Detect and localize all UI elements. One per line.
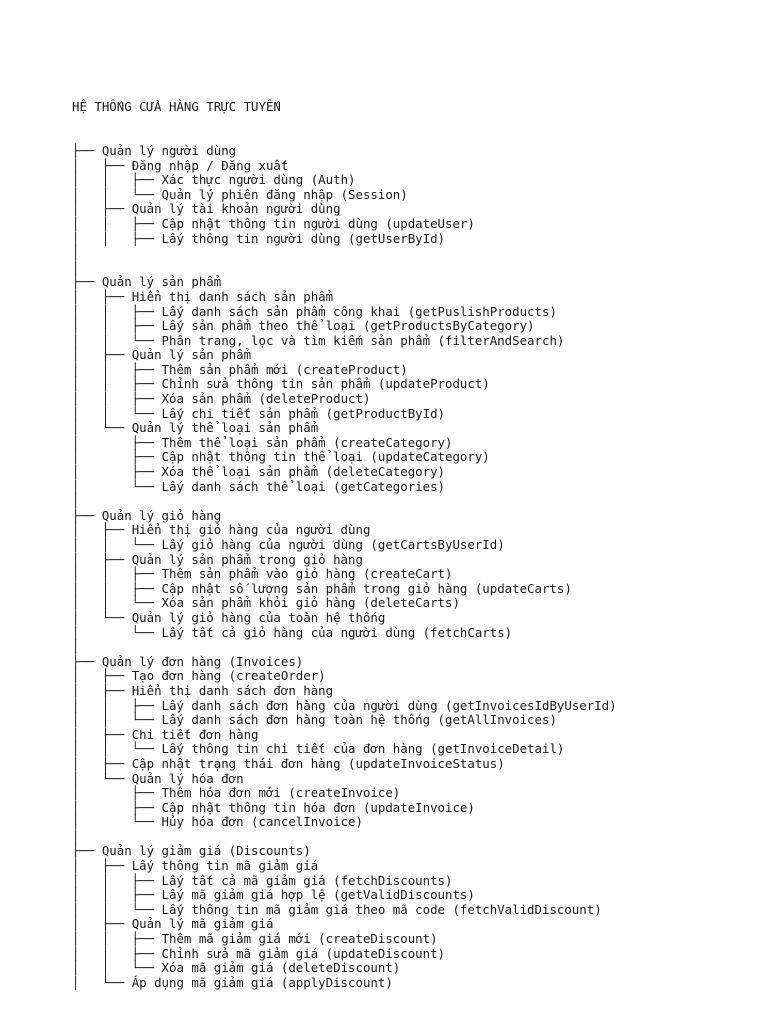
tree-line	[72, 538, 617, 553]
tree-line	[72, 436, 617, 451]
tree-line	[72, 450, 617, 465]
tree-line	[72, 757, 617, 772]
tree-node-label: Lấy thông tin chi tiết của đơn hàng (getInvoiceDetail)	[161, 741, 565, 757]
tree-branch-connector: │ │ ├──	[72, 172, 162, 188]
tree-branch-connector: │ ├──	[72, 347, 132, 363]
tree-branch-connector: │ ├──	[72, 449, 162, 465]
tree-branch-connector: │ │ ├──	[72, 566, 162, 582]
tree-branch-connector: │ └──	[72, 478, 162, 494]
tree-line	[72, 290, 617, 305]
tree-line	[72, 144, 617, 159]
tree-branch-connector: │ ├──	[72, 434, 162, 450]
tree-node-label: Cập nhật trạng thái đơn hàng (updateInvoiceStatus)	[131, 755, 505, 771]
tree-branch-connector: ├──	[72, 653, 102, 669]
tree-node-label: Quản lý giỏ hàng của toàn hệ thống	[131, 609, 386, 625]
tree-node-label: Hiển thị danh sách sản phẩm	[131, 288, 334, 304]
tree-line	[72, 246, 617, 261]
tree-root-title	[72, 100, 617, 115]
tree-line	[72, 465, 617, 480]
tree-line	[72, 275, 617, 290]
tree-line	[72, 582, 617, 597]
tree-line	[72, 407, 617, 422]
tree-branch-connector: │ ├──	[72, 726, 132, 742]
tree-line	[72, 917, 617, 932]
tree-branch-connector: │ ├──	[72, 201, 132, 217]
tree-line	[72, 669, 617, 684]
tree-line	[72, 742, 617, 757]
tree-branch-connector: │	[72, 245, 80, 261]
tree-node-label: Thêm mã giảm giá mới (createDiscount)	[161, 931, 438, 947]
tree-branch-connector: ├──	[72, 142, 102, 158]
tree-node-label: Lấy giỏ hàng của người dùng (getCartsByUserId)	[161, 537, 505, 552]
tree-node-label: Lấy tất cả giỏ hàng của người dùng (fetchCarts)	[161, 624, 513, 640]
tree-branch-connector: │ │ └──	[72, 960, 162, 976]
tree-line	[72, 217, 617, 232]
tree-line	[72, 815, 617, 830]
tree-branch-connector: │ │ ├──	[72, 931, 162, 947]
tree-node-label: Xóa mã giảm giá (deleteDiscount)	[161, 960, 401, 976]
tree-branch-connector: │ └──	[72, 974, 132, 990]
tree-branch-connector: │ │ ├──	[72, 230, 162, 246]
feature-tree	[72, 71, 617, 990]
tree-node-label: Lấy tất cả mã giảm giá (fetchDiscounts)	[161, 872, 453, 888]
tree-node-label: Quản lý sản phẩm	[101, 274, 222, 290]
tree-line	[72, 626, 617, 641]
tree-branch-connector: ├──	[72, 507, 102, 523]
tree-branch-connector: │ ├──	[72, 916, 132, 932]
tree-node-label: Đăng nhập / Đăng xuất	[131, 157, 289, 173]
tree-node-label: Chỉnh sửa thông tin sản phẩm (updateProduct)	[161, 376, 490, 392]
tree-branch-connector: ├──	[72, 274, 102, 290]
tree-branch-connector: │ ├──	[72, 522, 132, 538]
tree-node-label: Tạo đơn hàng (createOrder)	[131, 668, 326, 684]
tree-line	[72, 173, 617, 188]
tree-line	[72, 509, 617, 524]
tree-node-label: Quản lý sản phẩm	[131, 347, 252, 363]
tree-branch-connector: │ └──	[72, 609, 132, 625]
tree-branch-connector: │ │ └──	[72, 741, 162, 757]
tree-branch-connector: │ │ ├──	[72, 303, 162, 319]
tree-branch-connector: │ └──	[72, 814, 162, 830]
tree-branch-connector: │ ├──	[72, 858, 132, 874]
tree-node-label: Lấy thông tin mã giảm giá	[131, 858, 319, 874]
tree-node-label: Lấy thông tin mã giảm giá theo mã code (fetchValidDiscount)	[161, 901, 602, 917]
tree-branch-connector: │ │ └──	[72, 595, 162, 611]
tree-node-label: Quản lý giỏ hàng	[101, 507, 222, 523]
tree-line	[72, 903, 617, 918]
tree-node-label: Xóa thể loại sản phẩm (deleteCategory)	[161, 464, 446, 480]
tree-line	[72, 553, 617, 568]
tree-line	[72, 480, 617, 495]
tree-node-label: Lấy danh sách đơn hàng của người dùng (getInvoicesIdByUserId)	[161, 697, 617, 713]
tree-line	[72, 159, 617, 174]
tree-branch-connector: │ │ ├──	[72, 376, 162, 392]
tree-line	[72, 830, 617, 845]
tree-line	[72, 392, 617, 407]
tree-line	[72, 232, 617, 247]
tree-line	[72, 334, 617, 349]
tree-branch-connector: │ │ ├──	[72, 318, 162, 334]
tree-node-label: Quản lý giảm giá (Discounts)	[101, 843, 311, 859]
tree-line	[72, 494, 617, 509]
tree-branch-connector: │ ├──	[72, 799, 162, 815]
tree-branch-connector: │ └──	[72, 624, 162, 640]
tree-branch-connector: │ │ ├──	[72, 697, 162, 713]
tree-node-label: Xóa sản phẩm khỏi giỏ hàng (deleteCarts)	[161, 595, 460, 611]
tree-line	[72, 961, 617, 976]
tree-line	[72, 611, 617, 626]
tree-branch-connector: │	[72, 493, 80, 509]
tree-node-label: Lấy chi tiết sản phẩm (getProductById)	[161, 405, 446, 421]
tree-node-label: Lấy danh sách đơn hàng toàn hệ thống (getAllInvoices)	[161, 712, 557, 728]
tree-node-label: Thêm hóa đơn mới (createInvoice)	[161, 785, 401, 801]
tree-line	[72, 888, 617, 903]
tree-branch-connector: │	[72, 259, 80, 275]
tree-line	[72, 932, 617, 947]
tree-node-label: Quản lý sản phẩm trong giỏ hàng	[131, 551, 363, 567]
tree-branch-connector: │ │ ├──	[72, 361, 162, 377]
tree-line	[72, 728, 617, 743]
tree-node-label: Quản lý đơn hàng (Invoices)	[101, 653, 304, 669]
tree-node-label: Hủy hóa đơn (cancelInvoice)	[161, 814, 363, 830]
tree-node-label: Hiển thị danh sách đơn hàng	[131, 682, 334, 698]
tree-node-label: Xác thực người dùng (Auth)	[161, 172, 356, 188]
tree-line	[72, 699, 617, 714]
tree-line	[72, 363, 617, 378]
tree-node-label: Quản lý người dùng	[101, 142, 237, 158]
tree-node-label: Quản lý thể loại sản phẩm	[131, 420, 319, 436]
tree-branch-connector: │ │ └──	[72, 901, 162, 917]
tree-node-label: Lấy thông tin người dùng (getUserById)	[161, 230, 446, 246]
tree-line	[72, 844, 617, 859]
tree-line	[72, 801, 617, 816]
tree-node-label: Cập nhật thông tin hóa đơn (updateInvoice)	[161, 799, 475, 815]
tree-node-label: Thêm sản phẩm mới (createProduct)	[161, 361, 408, 377]
tree-line	[72, 261, 617, 276]
tree-line	[72, 319, 617, 334]
tree-line	[72, 348, 617, 363]
tree-line	[72, 567, 617, 582]
tree-node-label: Hiển thị giỏ hàng của người dùng	[131, 522, 371, 538]
tree-line	[72, 976, 617, 991]
tree-line	[72, 377, 617, 392]
tree-node-label: Lấy danh sách thể loại (getCategories)	[161, 478, 446, 494]
tree-branch-connector: │ │ └──	[72, 186, 162, 202]
tree-branch-connector: │ │ ├──	[72, 391, 162, 407]
tree-node-label: Xóa sản phẩm (deleteProduct)	[161, 391, 371, 407]
tree-line	[72, 874, 617, 889]
tree-line	[72, 596, 617, 611]
tree-branch-connector: │ │ ├──	[72, 887, 162, 903]
tree-node-label: Lấy mã giảm giá hợp lệ (getValidDiscounts)	[161, 887, 475, 903]
tree-line	[72, 305, 617, 320]
tree-line	[72, 947, 617, 962]
tree-line	[72, 523, 617, 538]
tree-line	[72, 202, 617, 217]
tree-branch-connector: │ ├──	[72, 288, 132, 304]
tree-branch-connector: │ │ ├──	[72, 945, 162, 961]
tree-branch-connector: │ └──	[72, 420, 132, 436]
tree-node-label: Lấy sản phẩm theo thể loại (getProductsByCategory)	[161, 318, 535, 334]
tree-branch-connector: │ ├──	[72, 551, 132, 567]
tree-branch-connector: │ │ └──	[72, 332, 162, 348]
tree-line	[72, 655, 617, 670]
tree-node-label: Quản lý hóa đơn	[131, 770, 244, 786]
tree-branch-connector: │ │ └──	[72, 405, 162, 421]
tree-branch-connector: │ ├──	[72, 682, 132, 698]
tree-branch-connector: │ ├──	[72, 755, 132, 771]
tree-branch-connector: │ ├──	[72, 785, 162, 801]
tree-branch-connector: │	[72, 639, 80, 655]
tree-node-label: Lấy danh sách sản phẩm công khai (getPuslishProducts)	[161, 303, 557, 319]
tree-branch-connector: │ │ └──	[72, 712, 162, 728]
tree-branch-connector: │ ├──	[72, 668, 132, 684]
tree-node-label: Áp dụng mã giảm giá (applyDiscount)	[131, 974, 393, 990]
tree-line	[72, 772, 617, 787]
tree-line	[72, 786, 617, 801]
tree-node-label: Cập nhật thông tin người dùng (updateUser)	[161, 215, 475, 231]
tree-line	[72, 640, 617, 655]
tree-branch-connector: │ │ └──	[72, 537, 162, 552]
document-title: HỆ THỐNG CỬA HÀNG TRỰC TUYẾN	[72, 99, 281, 115]
tree-node-label: Quản lý mã giảm giá	[131, 916, 274, 932]
tree-node-label: Quản lý phiên đăng nhập (Session)	[161, 186, 408, 202]
tree-node-label: Cập nhật thông tin thể loại (updateCategory)	[161, 449, 490, 465]
tree-line	[72, 421, 617, 436]
tree-branch-connector: │ └──	[72, 770, 132, 786]
tree-branch-connector: │ │ ├──	[72, 215, 162, 231]
tree-node-label: Phân trang, lọc và tìm kiếm sản phẩm (filterAndSearch)	[161, 332, 565, 348]
tree-line	[72, 859, 617, 874]
tree-node-label: Quản lý tài khoản người dùng	[131, 201, 341, 217]
tree-branch-connector: ├──	[72, 843, 102, 859]
tree-line	[72, 188, 617, 203]
tree-branch-connector: │	[72, 828, 80, 844]
tree-line	[72, 713, 617, 728]
tree-node-label: Chi tiết đơn hàng	[131, 726, 259, 742]
tree-line	[72, 684, 617, 699]
tree-node-label: Thêm thể loại sản phẩm (createCategory)	[161, 434, 453, 450]
tree-node-label: Cập nhật số lượng sản phẩm trong giỏ hàng (updateCarts)	[161, 580, 572, 596]
tree-branch-connector: │ │ ├──	[72, 580, 162, 596]
tree-node-label: Thêm sản phẩm vào giỏ hàng (createCart)	[161, 566, 453, 582]
tree-node-label: Chỉnh sửa mã giảm giá (updateDiscount)	[161, 945, 446, 961]
tree-branch-connector: │ │ ├──	[72, 872, 162, 888]
tree-branch-connector: │ ├──	[72, 157, 132, 173]
tree-branch-connector: │ ├──	[72, 464, 162, 480]
